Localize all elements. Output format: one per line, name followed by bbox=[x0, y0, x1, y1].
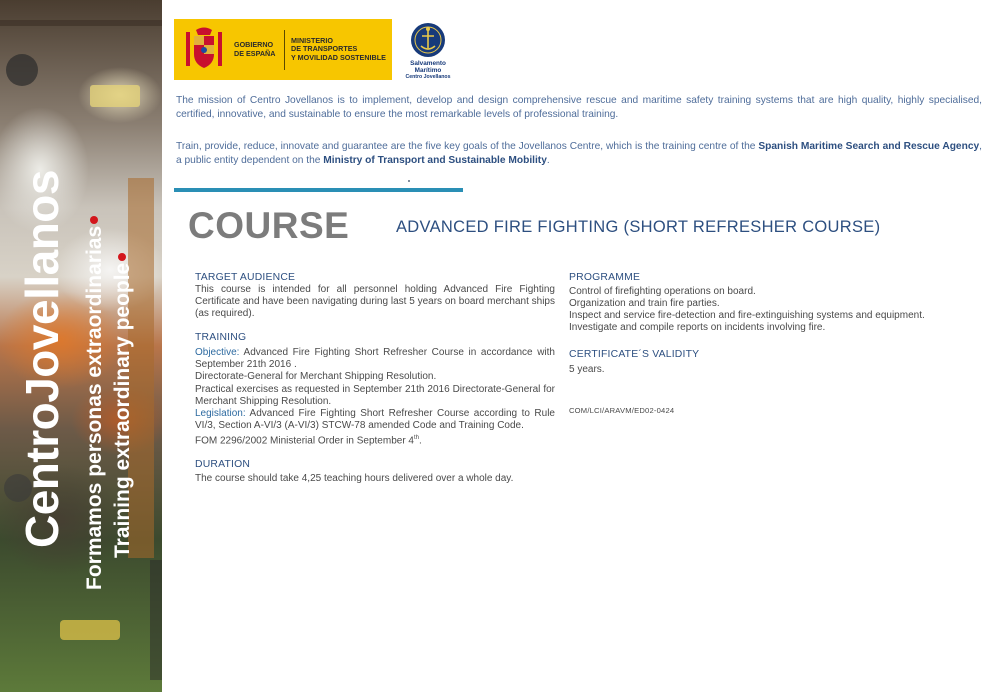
target-audience-heading: TARGET AUDIENCE bbox=[195, 272, 296, 283]
reference-code: COM/LCI/ARAVM/ED02-0424 bbox=[569, 406, 675, 416]
validity-text: 5 years. bbox=[569, 364, 605, 376]
programme-item: Organization and train fire parties. bbox=[569, 298, 720, 310]
programme-item: Inspect and service fire-detection and fire-extinguishing systems and equipment. bbox=[569, 310, 925, 322]
decorative-dot bbox=[408, 180, 410, 182]
duration-text: The course should take 4,25 teaching hours delivered over a whole day. bbox=[195, 473, 514, 485]
side-photo-banner bbox=[0, 0, 162, 692]
banner-brand: CentroJovellanos bbox=[16, 170, 68, 548]
programme-item: Control of firefighting operations on board. bbox=[569, 286, 756, 297]
gobierno-text: GOBIERNO DE ESPAÑA bbox=[234, 40, 276, 58]
duration-heading: DURATION bbox=[195, 459, 251, 471]
training-fom: FOM 2296/2002 Ministerial Order in September 4th. bbox=[195, 434, 422, 447]
left-column bbox=[195, 271, 555, 485]
training-line-resolution: Directorate-General for Merchant Shipping Resolution. bbox=[195, 371, 437, 383]
training-heading: TRAINING bbox=[195, 332, 247, 344]
salvamento-emblem-icon bbox=[410, 22, 446, 58]
goals-paragraph: Train, provide, reduce, innovate and guarantee are the five key goals of the Jovellanos Centre, which is the training centre of the Spanish Maritime Search and Rescue Agency, a public entity dependent on the Ministry of Transport and Sustainable Mobility. bbox=[176, 141, 982, 166]
target-audience-text: This course is intended for all personnel holding Advanced Fire Fighting Certificate and have been navigating during last 5 years on board merchant ships (as required). bbox=[195, 284, 555, 320]
banner-slogan-es: Formamos personas extraordinarias bbox=[82, 110, 108, 590]
legislation-label: Legislation: bbox=[195, 407, 246, 419]
training-objective: Objective: Advanced Fire Fighting Short Refresher Course in accordance with September 21th 2016 . bbox=[195, 347, 555, 371]
course-title: ADVANCED FIRE FIGHTING (SHORT REFRESHER COURSE) bbox=[396, 218, 881, 236]
training-practical: Practical exercises as requested in September 21th 2016 Directorate-General for Merchant Shipping Resolution. bbox=[195, 383, 555, 407]
red-dot-icon bbox=[90, 216, 98, 224]
objective-label: Objective: bbox=[195, 347, 240, 359]
gobierno-logo bbox=[174, 19, 392, 80]
salvamento-sub: Centro Jovellanos bbox=[405, 74, 451, 80]
ministerio-text: MINISTERIO DE TRANSPORTES Y MOVILIDAD SOSTENIBLE bbox=[291, 35, 386, 62]
ministry-name: Ministry of Transport and Sustainable Mobility bbox=[323, 155, 547, 166]
coat-of-arms-icon bbox=[182, 26, 226, 74]
logo-divider bbox=[284, 30, 285, 70]
programme-heading: PROGRAMME bbox=[569, 272, 641, 283]
salvamento-name: Salvamento Marítimo bbox=[410, 60, 446, 74]
salvamento-maritimo-logo bbox=[396, 22, 460, 80]
validity-heading: CERTIFICATE´S VALIDITY bbox=[569, 349, 700, 361]
mission-paragraph: The mission of Centro Jovellanos is to implement, develop and design comprehensive rescue and maritime safety training systems that are high quality, highly specialised, certified, innovative, and sustainable to ensure the most remarkable levels of professional training. bbox=[176, 95, 982, 120]
red-dot-icon bbox=[118, 253, 126, 261]
course-heading: COURSE bbox=[188, 205, 350, 246]
training-legislation: Legislation: Advanced Fire Fighting Short Refresher Course according to Rule VI/3, Section A-VI/3 (A-VI/3) STCW-78 amended Code and Training Code. bbox=[195, 407, 555, 431]
programme-item: Investigate and compile reports on incidents involving fire. bbox=[569, 322, 826, 334]
accent-divider bbox=[174, 188, 463, 192]
banner-slogan-en: Training extraordinary people bbox=[110, 78, 136, 558]
right-column bbox=[569, 271, 929, 415]
agency-name: Spanish Maritime Search and Rescue Agency bbox=[758, 141, 980, 152]
